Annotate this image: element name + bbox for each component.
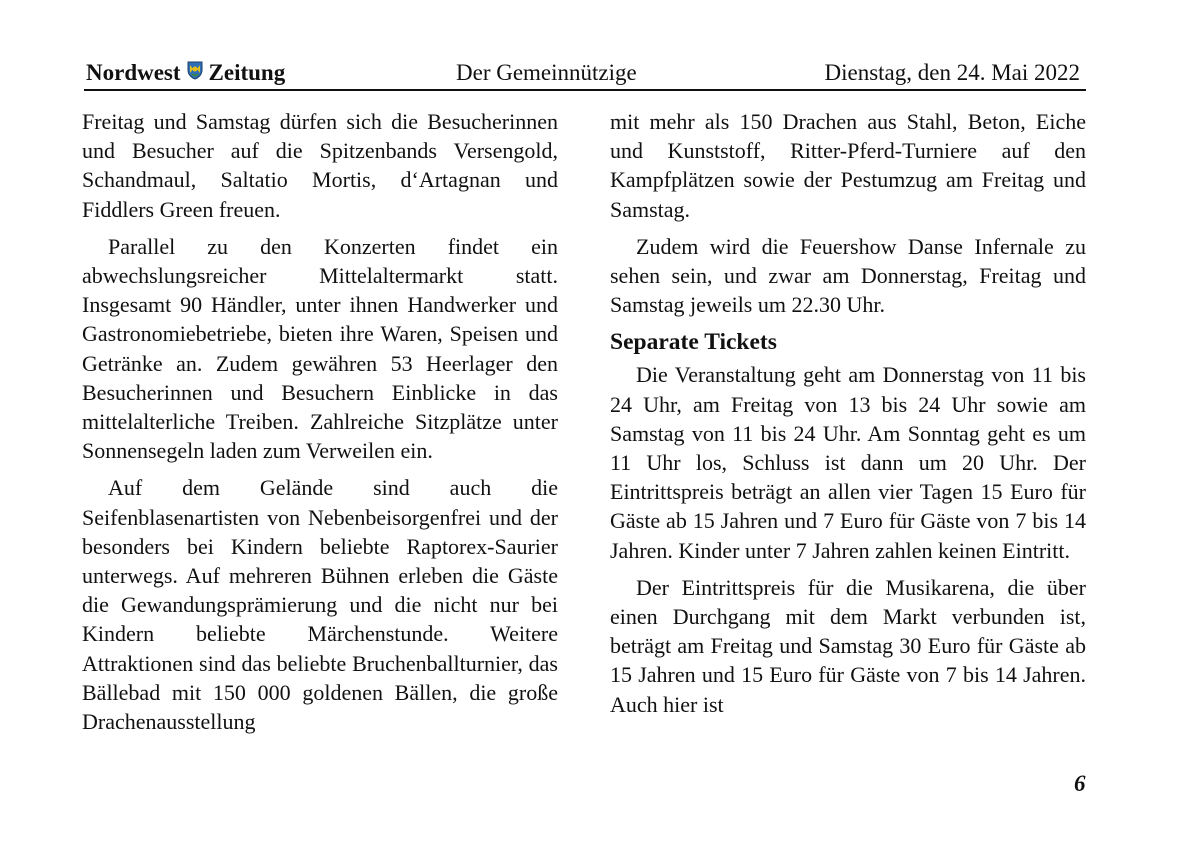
section-title: Der Gemeinnützige [456, 60, 637, 85]
brand-name-part2: Zeitung [208, 60, 286, 85]
page-number: 6 [1074, 771, 1086, 796]
issue-date: Dienstag, den 24. Mai 2022 [824, 60, 1080, 85]
paragraph: Freitag und Samstag dürfen sich die Besucherinnen und Besucher auf die Spitzenbands Versengold, Schandmaul, Saltatio Mortis, d‘Artagnan und Fiddlers Green freuen. [82, 109, 558, 222]
paragraph: Die Veranstaltung geht am Donnerstag von 11 bis 24 Uhr, am Freitag von 13 bis 24 Uhr sowie am Samstag von 11 bis 24 Uhr. Am Sonntag geht es um 11 Uhr los, Schluss ist dann um 20 Uhr. Der Eintrittspreis beträgt an allen vier Tagen 15 Euro für Gäste ab 15 Jahren und 7 Euro für Gäste von 7 bis 14 Jahren. Kinder unter 7 Jahren zahlen keinen Eintritt. [610, 362, 1086, 563]
coat-of-arms-icon [187, 60, 203, 86]
paragraph: Der Eintrittspreis für die Musikarena, die über einen Durchgang mit dem Markt verbunden ist, beträgt am Freitag und Samstag 30 Euro für Gäste ab 15 Jahren und 15 Euro für Gäste von 7 bis 14 Jahren. Auch hier ist [610, 574, 1086, 717]
article-column-right [610, 107, 1086, 727]
section-heading: Separate Tickets [610, 329, 777, 356]
paragraph: Parallel zu den Konzerten findet ein abwechslungsreicher Mittelaltermarkt statt. Insgesamt 90 Händler, unter ihnen Handwerker und Gastronomiebetriebe, bieten ihre Waren, Speisen und Getränke an. Zudem gewähren 53 Heerlager den Besucherinnen und Besuchern Einblicke in das mittelalterliche Treiben. Zahlreiche Sitzplätze unter Sonnensegeln laden zum Verweilen ein. [82, 233, 558, 464]
page-header [84, 57, 1086, 91]
newspaper-brand [86, 60, 285, 86]
brand-name-part1: Nordwest [86, 60, 181, 85]
paragraph: mit mehr als 150 Drachen aus Stahl, Beton, Eiche und Kunststoff, Ritter-Pferd-Turniere auf den Kampfplätzen sowie der Pestumzug am Freitag und Samstag. [610, 109, 1086, 222]
paragraph: Auf dem Gelände sind auch die Seifenblasenartisten von Nebenbeisorgenfrei und der besonders bei Kindern beliebte Raptorex-Saurier unterwegs. Auf mehreren Bühnen erleben die Gäste die Gewandungsprämierung und die nicht nur bei Kindern beliebte Märchenstunde. Weitere Attraktionen sind das beliebte Bruchenballturnier, das Bällebad mit 150 000 goldenen Bällen, die große Drachenausstellung [82, 475, 558, 735]
article-column-left [82, 107, 558, 744]
paragraph: Zudem wird die Feuershow Danse Infernale zu sehen sein, und zwar am Donnerstag, Freitag und Samstag jeweils um 22.30 Uhr. [610, 233, 1086, 318]
